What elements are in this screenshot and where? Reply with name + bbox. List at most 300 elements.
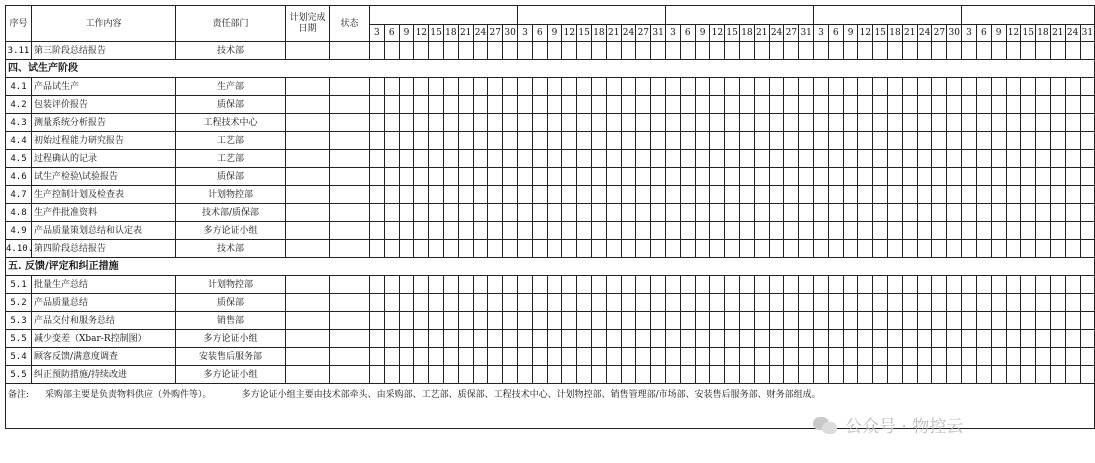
status-cell xyxy=(330,132,370,150)
schedule-cell xyxy=(636,276,651,294)
day-tick: 6 xyxy=(532,25,547,42)
schedule-cell xyxy=(680,276,695,294)
schedule-cell xyxy=(1050,150,1065,168)
schedule-cell xyxy=(651,240,666,258)
schedule-cell xyxy=(577,204,592,222)
planned-date-cell xyxy=(286,78,330,96)
schedule-cell xyxy=(799,366,814,384)
schedule-cell xyxy=(443,132,458,150)
schedule-cell xyxy=(902,96,917,114)
schedule-cell xyxy=(1036,114,1051,132)
schedule-cell xyxy=(991,150,1006,168)
schedule-cell xyxy=(917,348,932,366)
schedule-cell xyxy=(473,366,488,384)
schedule-cell xyxy=(828,186,843,204)
schedule-cell xyxy=(666,204,681,222)
schedule-cell xyxy=(740,204,755,222)
schedule-cell xyxy=(754,366,769,384)
schedule-cell xyxy=(799,276,814,294)
schedule-cell xyxy=(710,330,725,348)
schedule-cell xyxy=(680,222,695,240)
schedule-cell xyxy=(1036,276,1051,294)
schedule-cell xyxy=(843,204,858,222)
schedule-cell xyxy=(429,150,444,168)
schedule-cell xyxy=(666,78,681,96)
task-dept: 质保部 xyxy=(176,168,286,186)
schedule-cell xyxy=(754,96,769,114)
schedule-cell xyxy=(828,330,843,348)
schedule-cell xyxy=(532,114,547,132)
schedule-cell xyxy=(858,42,873,60)
schedule-cell xyxy=(473,276,488,294)
schedule-cell xyxy=(695,348,710,366)
schedule-cell xyxy=(384,42,399,60)
schedule-cell xyxy=(902,168,917,186)
schedule-cell xyxy=(814,330,829,348)
schedule-cell xyxy=(443,114,458,132)
schedule-cell xyxy=(680,330,695,348)
schedule-cell xyxy=(932,276,947,294)
schedule-cell xyxy=(695,42,710,60)
schedule-cell xyxy=(1036,132,1051,150)
task-number: 4.3 xyxy=(6,114,32,132)
schedule-cell xyxy=(458,114,473,132)
schedule-cell xyxy=(828,366,843,384)
schedule-cell xyxy=(754,132,769,150)
schedule-cell xyxy=(725,222,740,240)
schedule-cell xyxy=(1065,96,1080,114)
task-row xyxy=(6,186,1095,204)
schedule-cell xyxy=(414,330,429,348)
schedule-cell xyxy=(429,312,444,330)
day-tick: 24 xyxy=(621,25,636,42)
task-row xyxy=(6,204,1095,222)
schedule-cell xyxy=(932,330,947,348)
schedule-cell xyxy=(1080,150,1095,168)
schedule-cell xyxy=(592,168,607,186)
schedule-cell xyxy=(606,330,621,348)
schedule-cell xyxy=(1080,78,1095,96)
schedule-cell xyxy=(814,366,829,384)
status-cell xyxy=(330,312,370,330)
schedule-cell xyxy=(606,42,621,60)
schedule-cell xyxy=(592,222,607,240)
schedule-cell xyxy=(1006,240,1021,258)
planned-date-cell xyxy=(286,96,330,114)
schedule-cell xyxy=(443,96,458,114)
schedule-cell xyxy=(754,42,769,60)
month-block-2 xyxy=(518,6,666,25)
schedule-cell xyxy=(503,168,518,186)
planned-date-cell xyxy=(286,114,330,132)
schedule-cell xyxy=(947,42,962,60)
planned-date-cell xyxy=(286,222,330,240)
schedule-cell xyxy=(1006,330,1021,348)
schedule-cell xyxy=(443,276,458,294)
schedule-cell xyxy=(858,312,873,330)
schedule-cell xyxy=(1050,366,1065,384)
schedule-cell xyxy=(399,276,414,294)
schedule-cell xyxy=(532,168,547,186)
schedule-cell xyxy=(695,132,710,150)
schedule-cell xyxy=(429,42,444,60)
schedule-cell xyxy=(947,330,962,348)
schedule-cell xyxy=(814,132,829,150)
schedule-cell xyxy=(636,222,651,240)
schedule-cell xyxy=(518,348,533,366)
planned-date-cell xyxy=(286,330,330,348)
task-dept: 计划物控部 xyxy=(176,186,286,204)
schedule-cell xyxy=(1080,114,1095,132)
schedule-cell xyxy=(725,330,740,348)
schedule-cell xyxy=(843,150,858,168)
schedule-cell xyxy=(932,114,947,132)
schedule-cell xyxy=(1006,348,1021,366)
schedule-cell xyxy=(976,348,991,366)
day-tick: 12 xyxy=(710,25,725,42)
schedule-cell xyxy=(680,78,695,96)
schedule-cell xyxy=(636,150,651,168)
schedule-cell xyxy=(429,132,444,150)
schedule-cell xyxy=(902,186,917,204)
schedule-cell xyxy=(917,204,932,222)
schedule-cell xyxy=(902,330,917,348)
schedule-cell xyxy=(1021,150,1036,168)
schedule-cell xyxy=(562,78,577,96)
schedule-cell xyxy=(947,204,962,222)
schedule-cell xyxy=(873,204,888,222)
schedule-cell xyxy=(429,294,444,312)
schedule-cell xyxy=(695,366,710,384)
schedule-cell xyxy=(680,204,695,222)
schedule-cell xyxy=(695,168,710,186)
task-content: 产品交付和服务总结 xyxy=(32,312,176,330)
status-cell xyxy=(330,276,370,294)
schedule-cell xyxy=(799,168,814,186)
schedule-cell xyxy=(651,348,666,366)
schedule-cell xyxy=(991,366,1006,384)
schedule-cell xyxy=(518,150,533,168)
day-tick: 6 xyxy=(976,25,991,42)
day-tick: 24 xyxy=(1065,25,1080,42)
schedule-cell xyxy=(592,348,607,366)
schedule-cell xyxy=(429,168,444,186)
schedule-cell xyxy=(429,186,444,204)
schedule-cell xyxy=(606,348,621,366)
schedule-cell xyxy=(1036,240,1051,258)
task-content: 包装评价报告 xyxy=(32,96,176,114)
task-number: 4.10. xyxy=(6,240,32,258)
task-row xyxy=(6,294,1095,312)
schedule-cell xyxy=(443,78,458,96)
schedule-cell xyxy=(488,150,503,168)
schedule-cell xyxy=(858,132,873,150)
schedule-cell xyxy=(606,312,621,330)
schedule-cell xyxy=(503,312,518,330)
schedule-cell xyxy=(651,222,666,240)
schedule-cell xyxy=(932,78,947,96)
schedule-cell xyxy=(932,294,947,312)
schedule-cell xyxy=(843,348,858,366)
schedule-cell xyxy=(1021,204,1036,222)
schedule-cell xyxy=(503,348,518,366)
schedule-cell xyxy=(740,96,755,114)
day-tick: 27 xyxy=(932,25,947,42)
schedule-cell xyxy=(399,168,414,186)
schedule-cell xyxy=(370,348,385,366)
schedule-cell xyxy=(1065,132,1080,150)
schedule-cell xyxy=(888,78,903,96)
schedule-cell xyxy=(547,330,562,348)
schedule-cell xyxy=(577,96,592,114)
schedule-cell xyxy=(429,366,444,384)
task-number: 5.1 xyxy=(6,276,32,294)
schedule-cell xyxy=(384,96,399,114)
schedule-cell xyxy=(725,294,740,312)
schedule-cell xyxy=(917,330,932,348)
schedule-cell xyxy=(710,204,725,222)
schedule-cell xyxy=(577,240,592,258)
month-block-4 xyxy=(814,6,962,25)
schedule-cell xyxy=(888,312,903,330)
schedule-cell xyxy=(1021,312,1036,330)
schedule-cell xyxy=(947,78,962,96)
schedule-cell xyxy=(740,366,755,384)
schedule-cell xyxy=(414,294,429,312)
schedule-cell xyxy=(740,186,755,204)
schedule-cell xyxy=(843,222,858,240)
schedule-cell xyxy=(621,330,636,348)
schedule-cell xyxy=(888,240,903,258)
schedule-cell xyxy=(547,348,562,366)
schedule-cell xyxy=(976,222,991,240)
task-row xyxy=(6,168,1095,186)
schedule-cell xyxy=(562,294,577,312)
schedule-cell xyxy=(370,240,385,258)
day-tick: 24 xyxy=(473,25,488,42)
schedule-cell xyxy=(843,78,858,96)
schedule-cell xyxy=(562,42,577,60)
schedule-cell xyxy=(1036,42,1051,60)
schedule-cell xyxy=(976,276,991,294)
task-content: 测量系统分析报告 xyxy=(32,114,176,132)
status-cell xyxy=(330,78,370,96)
schedule-cell xyxy=(1006,312,1021,330)
schedule-cell xyxy=(902,366,917,384)
schedule-cell xyxy=(902,132,917,150)
schedule-cell xyxy=(1065,240,1080,258)
schedule-cell xyxy=(1036,366,1051,384)
schedule-cell xyxy=(636,78,651,96)
schedule-cell xyxy=(414,222,429,240)
schedule-cell xyxy=(503,78,518,96)
schedule-cell xyxy=(784,186,799,204)
day-tick: 15 xyxy=(1021,25,1036,42)
schedule-cell xyxy=(399,294,414,312)
schedule-cell xyxy=(710,42,725,60)
schedule-cell xyxy=(592,42,607,60)
schedule-cell xyxy=(473,240,488,258)
schedule-cell xyxy=(873,168,888,186)
schedule-cell xyxy=(1021,366,1036,384)
task-row xyxy=(6,348,1095,366)
schedule-cell xyxy=(547,294,562,312)
schedule-cell xyxy=(547,132,562,150)
schedule-cell xyxy=(1050,132,1065,150)
schedule-cell xyxy=(458,330,473,348)
schedule-cell xyxy=(725,114,740,132)
schedule-cell xyxy=(1036,168,1051,186)
schedule-cell xyxy=(651,276,666,294)
schedule-cell xyxy=(503,186,518,204)
schedule-cell xyxy=(384,114,399,132)
schedule-cell xyxy=(1021,222,1036,240)
schedule-cell xyxy=(1036,222,1051,240)
schedule-cell xyxy=(710,240,725,258)
schedule-cell xyxy=(1050,240,1065,258)
task-content: 产品质量总结 xyxy=(32,294,176,312)
schedule-cell xyxy=(814,222,829,240)
schedule-cell xyxy=(370,78,385,96)
day-tick: 27 xyxy=(636,25,651,42)
day-tick: 12 xyxy=(1006,25,1021,42)
schedule-cell xyxy=(458,276,473,294)
schedule-cell xyxy=(1065,168,1080,186)
schedule-cell xyxy=(754,222,769,240)
task-content: 纠正预防措施/持续改进 xyxy=(32,366,176,384)
task-row xyxy=(6,78,1095,96)
schedule-cell xyxy=(947,186,962,204)
schedule-cell xyxy=(518,204,533,222)
task-number: 4.5 xyxy=(6,150,32,168)
schedule-cell xyxy=(577,42,592,60)
task-content: 生产件批准资料 xyxy=(32,204,176,222)
schedule-cell xyxy=(414,366,429,384)
schedule-cell xyxy=(991,240,1006,258)
schedule-cell xyxy=(710,276,725,294)
schedule-cell xyxy=(1065,42,1080,60)
schedule-cell xyxy=(873,330,888,348)
schedule-cell xyxy=(962,204,977,222)
schedule-cell xyxy=(532,78,547,96)
schedule-cell xyxy=(384,132,399,150)
status-cell xyxy=(330,294,370,312)
schedule-cell xyxy=(680,114,695,132)
day-tick: 21 xyxy=(754,25,769,42)
schedule-cell xyxy=(503,96,518,114)
schedule-cell xyxy=(873,366,888,384)
schedule-cell xyxy=(547,276,562,294)
schedule-cell xyxy=(769,168,784,186)
schedule-cell xyxy=(562,168,577,186)
planned-date-cell xyxy=(286,366,330,384)
schedule-cell xyxy=(888,366,903,384)
schedule-cell xyxy=(888,294,903,312)
schedule-cell xyxy=(503,222,518,240)
schedule-cell xyxy=(1065,186,1080,204)
schedule-cell xyxy=(1006,150,1021,168)
schedule-cell xyxy=(976,186,991,204)
planned-date-cell xyxy=(286,186,330,204)
schedule-cell xyxy=(370,186,385,204)
schedule-cell xyxy=(414,168,429,186)
schedule-cell xyxy=(414,78,429,96)
schedule-cell xyxy=(370,114,385,132)
schedule-cell xyxy=(458,78,473,96)
header-dept: 责任部门 xyxy=(176,6,286,42)
schedule-cell xyxy=(932,186,947,204)
schedule-cell xyxy=(384,348,399,366)
schedule-cell xyxy=(991,168,1006,186)
schedule-cell xyxy=(562,96,577,114)
schedule-cell xyxy=(976,132,991,150)
schedule-cell xyxy=(621,78,636,96)
schedule-cell xyxy=(429,276,444,294)
wechat-icon xyxy=(813,415,839,435)
schedule-cell xyxy=(1080,294,1095,312)
schedule-cell xyxy=(666,222,681,240)
schedule-cell xyxy=(577,150,592,168)
schedule-cell xyxy=(503,366,518,384)
schedule-cell xyxy=(399,222,414,240)
schedule-cell xyxy=(962,312,977,330)
schedule-cell xyxy=(873,186,888,204)
schedule-cell xyxy=(532,42,547,60)
schedule-cell xyxy=(1036,312,1051,330)
schedule-cell xyxy=(740,312,755,330)
schedule-cell xyxy=(1080,348,1095,366)
schedule-cell xyxy=(384,204,399,222)
schedule-cell xyxy=(710,96,725,114)
schedule-cell xyxy=(976,150,991,168)
schedule-cell xyxy=(458,312,473,330)
day-tick: 30 xyxy=(503,25,518,42)
schedule-cell xyxy=(843,330,858,348)
schedule-cell xyxy=(577,186,592,204)
schedule-cell xyxy=(962,78,977,96)
schedule-cell xyxy=(473,42,488,60)
schedule-cell xyxy=(1036,96,1051,114)
schedule-cell xyxy=(1065,222,1080,240)
section-row xyxy=(6,60,1095,78)
schedule-cell xyxy=(843,168,858,186)
schedule-cell xyxy=(917,312,932,330)
schedule-cell xyxy=(399,204,414,222)
schedule-cell xyxy=(917,78,932,96)
task-dept: 多方论证小组 xyxy=(176,330,286,348)
schedule-cell xyxy=(562,222,577,240)
schedule-cell xyxy=(947,240,962,258)
schedule-cell xyxy=(606,366,621,384)
status-cell xyxy=(330,168,370,186)
schedule-cell xyxy=(532,294,547,312)
schedule-cell xyxy=(740,330,755,348)
schedule-cell xyxy=(976,42,991,60)
schedule-cell xyxy=(680,42,695,60)
schedule-cell xyxy=(399,186,414,204)
schedule-cell xyxy=(976,240,991,258)
schedule-cell xyxy=(1065,150,1080,168)
schedule-cell xyxy=(858,96,873,114)
planned-date-cell xyxy=(286,204,330,222)
schedule-cell xyxy=(917,294,932,312)
task-content: 减少变差（Xbar-R控制图） xyxy=(32,330,176,348)
schedule-cell xyxy=(1021,348,1036,366)
schedule-cell xyxy=(399,114,414,132)
schedule-cell xyxy=(1021,330,1036,348)
header-status: 状态 xyxy=(330,6,370,42)
schedule-cell xyxy=(666,168,681,186)
